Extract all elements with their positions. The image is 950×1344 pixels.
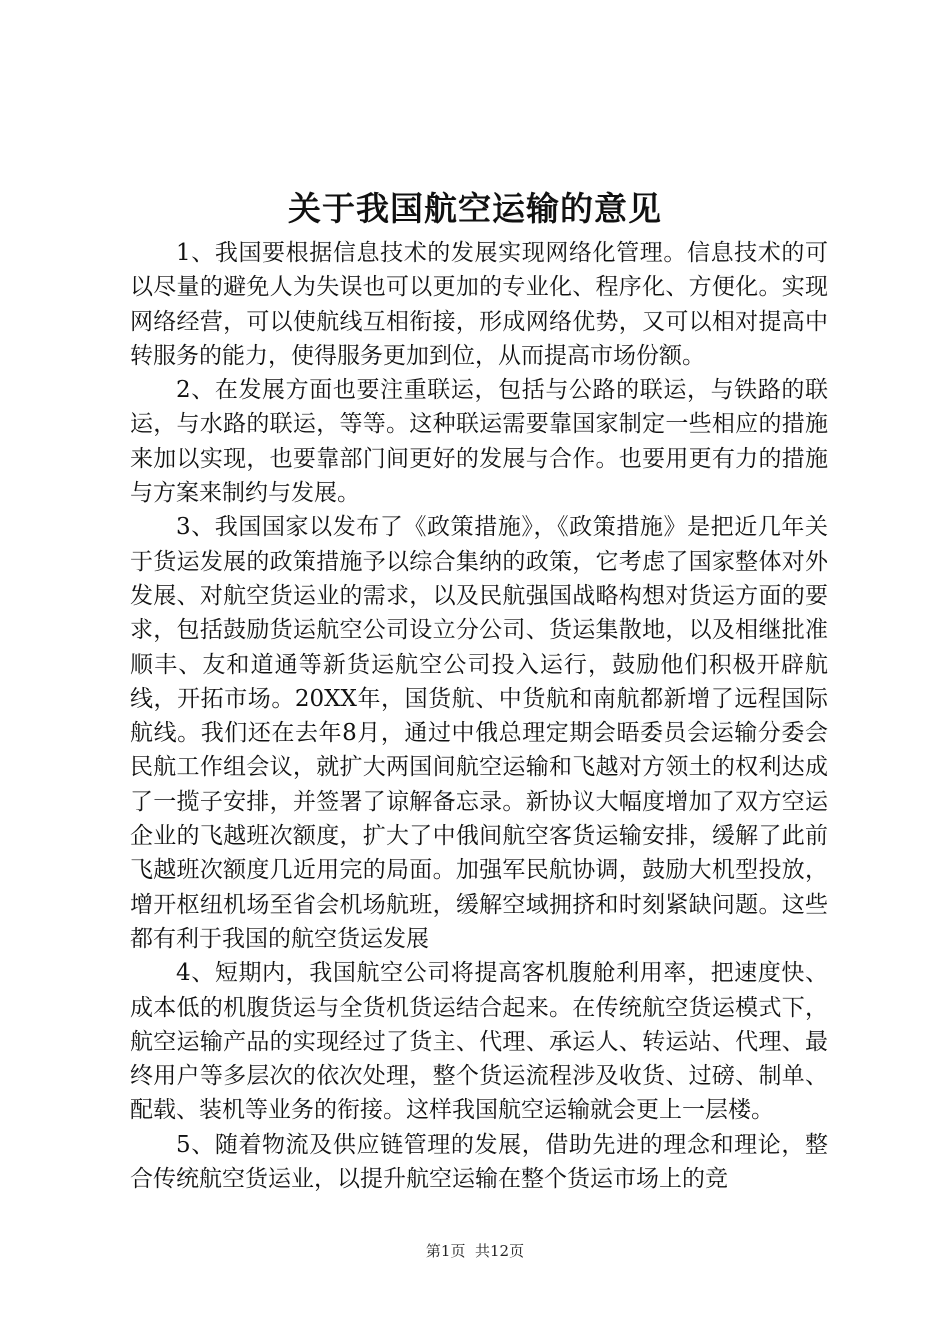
paragraph-5: 5、随着物流及供应链管理的发展，借助先进的理念和理论，整合传统航空货运业，以提升航空运输在整个货运市场上的竞 xyxy=(130,1131,828,1193)
document-body xyxy=(130,236,828,1196)
paragraph-2: 2、在发展方面也要注重联运，包括与公路的联运，与铁路的联运，与水路的联运，等等。这种联运需要靠国家制定一些相应的措施来加以实现，也要靠部门间更好的发展与合作。也要用更有力的措施与方案来制约与发展。 xyxy=(130,377,828,507)
page-number: 第1页 xyxy=(425,1242,466,1260)
paragraph-3: 3、我国国家以发布了《政策措施》，《政策措施》是把近几年关于货运发展的政策措施予以综合集纳的政策，它考虑了国家整体对外发展、对航空货运业的需求，以及民航强国战略构想对货运方面的要求，包括鼓励货运航空公司设立分公司、货运集散地，以及相继批准顺丰、友和道通等新货运航空公司投入运行，鼓励他们积极开辟航线，开拓市场。20XX年，国货航、中货航和南航都新增了远程国际航线。我们还在去年8月，通过中俄总理定期会晤委员会运输分委会民航工作组会议，就扩大两国间航空运输和飞越对方领土的权利达成了一揽子安排，并签署了谅解备忘录。新协议大幅度增加了双方空运企业的飞越班次额度，扩大了中俄间航空客货运输安排，缓解了此前飞越班次额度几近用完的局面。加强军民航协调，鼓励大机型投放，增开枢纽机场至省会机场航班，缓解空域拥挤和时刻紧缺问题。这些都有利于我国的航空货运发展 xyxy=(130,514,828,952)
paragraph-4: 4、短期内，我国航空公司将提高客机腹舱利用率，把速度快、成本低的机腹货运与全货机货运结合起来。在传统航空货运模式下，航空运输产品的实现经过了货主、代理、承运人、转运站、代理、最终用户等多层次的依次处理，整个货运流程涉及收货、过磅、制单、配载、装机等业务的衔接。这样我国航空运输就会更上一层楼。 xyxy=(130,960,828,1124)
page-total: 共12页 xyxy=(475,1242,525,1260)
document-title: 关于我国航空运输的意见 xyxy=(288,189,662,228)
paragraph-1: 1、我国要根据信息技术的发展实现网络化管理。信息技术的可以尽量的避免人为失误也可以更加的专业化、程序化、方便化。实现网络经营，可以使航线互相衔接，形成网络优势，又可以相对提高中转服务的能力，使得服务更加到位，从而提高市场份额。 xyxy=(130,240,828,369)
page-footer xyxy=(0,1241,950,1261)
